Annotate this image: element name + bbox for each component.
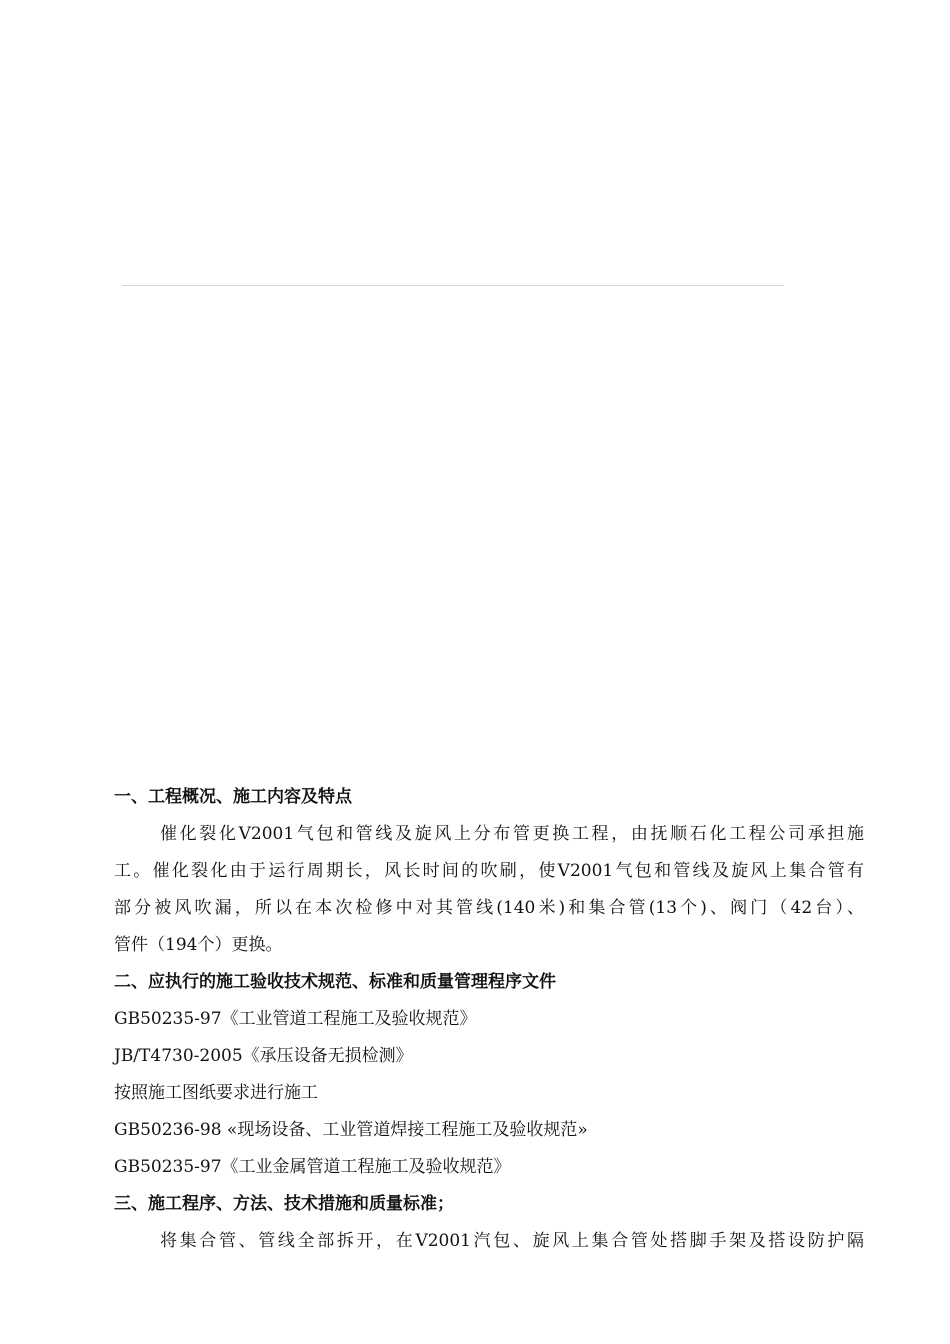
paragraph-line: 将集合管、管线全部拆开，在V2001汽包、旋风上集合管处搭脚手架及搭设防护隔 xyxy=(160,1231,864,1251)
section-heading-3: 三、施工程序、方法、技术措施和质量标准； xyxy=(114,1194,454,1214)
section-heading-1: 一、工程概况、施工内容及特点 xyxy=(114,787,352,807)
standard-item: GB50235-97《工业管道工程施工及验收规范》 xyxy=(114,1009,477,1029)
standard-item: JB/T4730-2005《承压设备无损检测》 xyxy=(114,1046,413,1066)
paragraph-line: 管件（194个）更换。 xyxy=(114,935,283,955)
standard-item: GB50235-97《工业金属管道工程施工及验收规范》 xyxy=(114,1157,511,1177)
standard-item: 按照施工图纸要求进行施工 xyxy=(114,1083,318,1103)
page-divider xyxy=(122,285,784,286)
paragraph-line: 催化裂化V2001气包和管线及旋风上分布管更换工程，由抚顺石化工程公司承担施 xyxy=(160,824,864,844)
paragraph-line: 工。催化裂化由于运行周期长，风长时间的吹刷，使V2001气包和管线及旋风上集合管有 xyxy=(114,861,864,881)
standard-item: GB50236-98 «现场设备、工业管道焊接工程施工及验收规范» xyxy=(114,1120,588,1140)
document-body xyxy=(114,779,864,1260)
paragraph-line: 部分被风吹漏，所以在本次检修中对其管线(140米)和集合管(13个)、阀门（42台）、 xyxy=(114,898,864,918)
section-heading-2: 二、应执行的施工验收技术规范、标准和质量管理程序文件 xyxy=(114,972,556,992)
